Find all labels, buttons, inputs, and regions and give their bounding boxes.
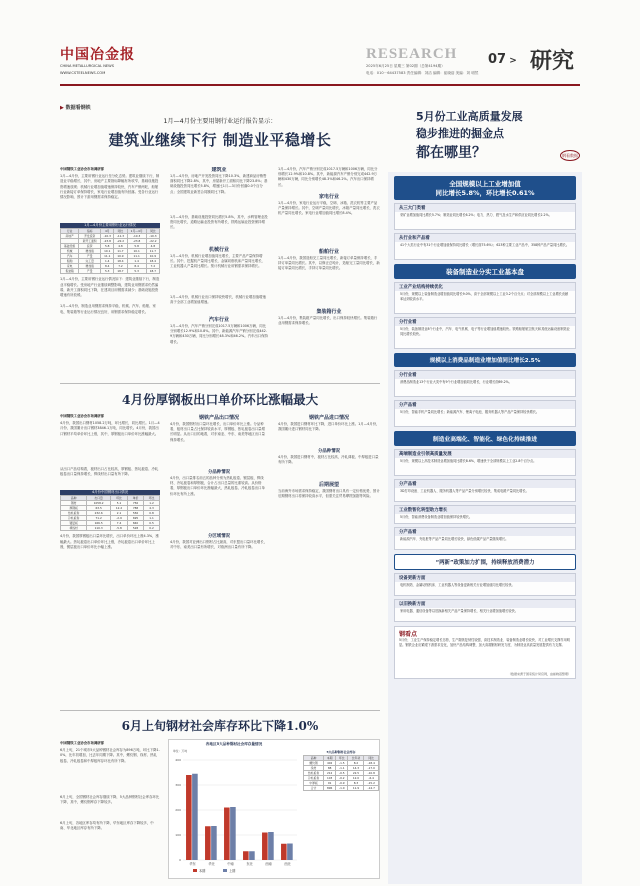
box-6-caption: 分产品看 [395,401,575,409]
table-cell: 212 [324,771,336,776]
table-cell: 8.2 [348,761,364,766]
table-cell: 12.0 [348,776,364,781]
page-number: 07 > [488,52,517,67]
box-6-text: 5月份，智能手机产量同比增长；新能源汽车、锂离子电池、服务机器人等产品产量保持较快增长。 [400,410,540,414]
box-5-text: 消费品制造业13个行业大类中有9个行业增加值同比增长，行业增长面69.2%。 [400,380,512,384]
appliance-text: 1月—4月份，家电行业运行平稳，空调、冰箱、洗衣机等主要产品产量保持增长。其中，空调产量同比增长，冰箱产量同比增长，洗衣机产量同比增长。家电行业增加值同比增长8.4%。 [278,201,380,216]
box-1 [394,203,576,230]
table-cell: 10.1 [127,249,146,254]
export-table [60,495,160,531]
table-cell: 汽车 [61,254,79,259]
table-cell: 110.3 [87,526,111,531]
table-cell: -15.2 [364,781,379,786]
website-link[interactable]: WWW.CSTEELNEWS.COM [60,71,106,75]
machinery-text-1: 1月—4月份，机械行业增加值同比增长，主要产品产量保持增长。其中，挖掘机产量同比增长，金属切削机床产量同比增长，工业机器人产量同比增长。预计机械行业用钢需求保持增长。 [170,254,265,269]
x-tick-label: 东北 [246,862,253,866]
box-11-text: 电机制造、金属切削机床、工业机器人等设备更新相关行业增加值同比增长较快。 [400,583,515,587]
table-row [304,771,379,776]
table-cell: 新开工面积 [79,239,101,244]
box-11-caption: 设备更新方面 [395,574,575,582]
table-cell: 线材 [304,766,324,771]
bottom-text-2: 6月上旬，全国钢材社会库存继续下降，5大品种钢材社会库存环比下降，其中，螺纹钢库存下降较多。 [60,795,160,805]
table-cell: 7.4 [110,521,127,526]
table-cell: 14.3 [348,766,364,771]
industry-table [60,228,160,274]
table3-title: 5大品种钢材社会库存 [326,750,356,754]
intro-text: 1月—4月份，主要用钢行业运行呈分化态势。建筑业继续下行，制造业平稳增长，其中，房地产主要指标降幅有所收窄，基础设施投资增速放缓；机械行业增加值增速保持较快，汽车产销两旺，船舶行业新接订单保持增长，家电行业增加值有所回落。受各行业运行情况影响，预计下游用钢需求保持稳定。 [60,174,160,200]
table-cell: 产量 [79,269,101,274]
mid-subhead-6: 分品种情况 [318,449,340,454]
table-cell: 11.1 [101,254,114,259]
section-tag-text: 数据看钢铁 [65,105,91,111]
table-cell: 5.1 [110,501,127,506]
table-cell: 103 [324,776,336,781]
mid-byline: 中国钢铁工业协会市场调研部 [60,414,105,418]
table-cell: 7.2 [114,264,127,269]
bar [192,774,198,860]
table-cell: 7.2 [146,264,159,269]
right-headline-3: 都在哪里？ [416,145,486,161]
y-tick-label: 400 [175,758,181,762]
table-cell: -23.8 [101,239,114,244]
table-cell: -17.0 [364,766,379,771]
table-cell: -23.8 [127,239,146,244]
table-cell: 热轧板卷 [61,511,87,516]
source-note: （数据来源于国家统计局官网，由崔晓蓓整理） [507,672,571,676]
table-cell: 71.2 [87,516,111,521]
mid-sub1-text: 4月份，我国钢材出口量环比增长，出口单价环比上涨。分品种看，板材出口量占比保持较高水平，厚钢板、热轧板卷出口量增长明显。从出口目的地看，对东南亚、中东、南美等地区出口量保持增长。 [170,422,265,442]
table-cell: 11.1 [127,254,146,259]
shipbuilding-text: 1月—4月份，我国造船完工量同比增长，新接订单量保持增长，手持订单量同比增长。其中，以修正总吨计，造船完工量同比增长，新接订单量同比增长，手持订单量同比增长。 [278,256,380,271]
infographic [388,172,582,884]
mid-subhead-3: 分品种情况 [208,470,230,475]
table-cell: -11.3 [114,234,127,239]
bar [230,807,236,860]
y-tick-label: 300 [175,783,181,787]
divider-1 [60,383,380,384]
table-cell: 5.8 [127,244,146,249]
remark-text: 5月份，工业生产保持稳定增长态势，生产端恢复韧性较强，高技术制造业、装备制造业增长较快，对工业增长支撑作用明显。钢铁企业应紧跟下游需求变化，加快产品结构调整，加大高端钢材研发力度，为制造业高质量发展提供有力支撑。 [399,638,570,647]
table-cell: 756 [128,501,144,506]
table-cell: 0.8 [144,511,160,516]
table-cell: -10.3 [127,234,146,239]
table-cell: 788 [128,506,144,511]
table-cell: 896 [324,786,336,791]
box-10-text: 新能源汽车、充电桩等产品产量同比增长较快，绿色低碳产品产量继续增长。 [400,537,509,541]
mid-subhead-4: 分区域情况 [208,534,230,539]
mid-article [60,386,380,706]
x-tick-label: 西北 [284,862,291,866]
table-cell: 机械 [61,249,79,254]
chart-title: 各地区5大品种钢材社会库存量情况 [205,742,263,746]
table-cell: 4.8 [114,244,127,249]
mid-sub3-text: 4月份，出口量排名前五的品种分别为热轧板卷、镀层板、棒线材、冷轧板卷和厚钢板，合计占出口总量的比重较高。从价格看，厚钢板出口单价环比涨幅最大，热轧板卷、冷轧板卷出口单价环比有所上涨。 [170,476,265,496]
table-cell: 166.5 [87,521,111,526]
table-cell: -10.3 [146,234,159,239]
bottom-col-1 [60,741,160,881]
table-cell: 船舶 [61,259,79,264]
section-tag: ▶ 数据看钢铁 [60,105,91,111]
chart-unit: 单位：万吨 [173,749,187,753]
right-column [388,100,582,884]
masthead-rule [60,84,580,86]
banner-1-line-2: 同比增长5.8%，环比增长0.61% [435,189,535,197]
col3-lead: 1月—4月份，汽车产销分别完成1017.5万辆和1006万辆，同比分别增长12.9%和10.8%。其中，新能源汽车产销分别完成442.9万辆和430万辆，同比分别增长48.3%和46.2%。汽车出口保持增长。 [278,167,378,187]
box-8-text: 3D打印设备、工业机器人、服务机器人等产品产量分别增长较快，集成电路产量同比增长。 [400,489,529,493]
col-2 [170,167,268,377]
table-cell: -2.9 [110,516,127,521]
table-cell: 12.2 [110,506,127,511]
table-header-cell: 品种 [304,756,324,761]
table-cell: -18.4 [364,761,379,766]
mid-subhead-1: 钢铁产品出口情况 [198,415,239,421]
table-header-cell: 本期 [324,756,336,761]
banner-4 [394,431,576,446]
bar [249,851,255,860]
table-cell: 家电 [61,264,79,269]
bar [211,826,217,860]
table-row [304,786,379,791]
banner-3-text: 规模以上消费品制造业增加值同比增长2.5% [429,358,541,364]
table-cell: 5.8 [101,244,114,249]
table-cell: 556 [128,511,144,516]
box-12 [394,599,576,622]
inventory-table-wrap [303,750,379,791]
mid-col-2 [170,414,268,706]
subhead-container: 集装箱行业 [316,309,342,315]
table-cell: 10.9 [114,254,127,259]
table-cell: 11.7 [114,249,127,254]
x-tick-label: 华北 [208,862,215,866]
table-cell: 528 [128,526,144,531]
mid-text-2: 从出口产品结构看，板材出口占比较高，厚钢板、热轧板卷、冷轧板卷出口量保持增长，棒线材出口量有所下降。 [60,467,159,477]
table-header-cell: 环比 [336,756,348,761]
y-tick-label: 200 [175,808,181,812]
auto-text: 1月—4月份，汽车产销分别完成1017.5万辆和1006万辆，同比分别增长12.9%和10.8%。其中，新能源汽车产销分别完成442.9万辆和430万辆，同比分别增长48.3%和46.2%。汽车出口保持增长。 [170,324,268,344]
table-cell: 厚钢板 [61,506,87,511]
legend-swatch [223,869,227,872]
y-tick-label: 0 [179,858,181,862]
table-cell: 88 [324,766,336,771]
table-cell: 695 [128,516,144,521]
box-2 [394,233,576,260]
table-cell: 18.4 [114,259,127,264]
table-cell: 1.1 [144,516,160,521]
table-cell: 91 [324,781,336,786]
phone-line: 电话：010－64437583 责任编辑：刘洁 编辑：崔晓蓓 美编：刘 明然 [366,71,479,75]
col-1 [60,167,160,377]
col1-para-2: 1月—4月份，制造业用钢需求保持平稳，机械、汽车、船舶、家电、集装箱等行业运行情况良好，用钢需求保持稳定增长。 [60,304,156,314]
table-cell: 10.9 [146,254,159,259]
newspaper-logo-en: CHINA METALLURGICAL NEWS [60,64,115,68]
box-3 [394,282,576,314]
table-cell: -0.5 [336,771,348,776]
mid-sub4-text: 4月份，我国对亚洲出口钢材占比最高，对东盟出口量环比增长，对中东、南美出口量有所增长，对欧洲出口量有所下降。 [170,540,268,550]
research-label: RESEARCH [366,46,458,62]
table-cell: -10.3 [101,234,114,239]
bottom-text-1: 6月上旬，21个城市5大品种钢材社会库存为896万吨，环比下降1.0%，比年初增加，比去年同期下降。其中，螺纹钢、线材、热轧板卷、冷轧板卷和中厚板库存环比有所下降。 [60,748,160,763]
construction-text-2: 1月—4月份，基础设施投资同比增长5.8%，其中，水利管理业投资同比增长，道路运输业投资有所增长，铁路运输业投资保持增长。 [170,215,268,230]
table-cell: 0.5 [144,521,160,526]
masthead [0,0,640,95]
table-cell: 开发投资 [79,234,101,239]
box-7-text: 5月份，规模以上高技术制造业增加值同比增长8.6%，增速快于全部规模以上工业2.8个百分点。 [400,459,537,463]
table-row [304,761,379,766]
remark-label: 钢看点 [399,631,418,638]
box-12-caption: 以旧换新方面 [395,600,575,608]
banner-1-line-1: 全国规模以上工业增加值 [449,180,521,188]
table-cell: 8.4 [101,264,114,269]
mid-sub5-text: 当前海外市场需求保持稳定，我国钢材出口具有一定价格优势，预计后期钢材出口将保持较高水平，但需关注贸易摩擦加剧等风险。 [278,489,380,499]
mid-subhead-2: 钢铁产品进口情况 [308,415,349,421]
section-title: 研究 [530,49,575,74]
remark-box [394,626,576,679]
table-header-cell: 单价 [128,496,144,501]
table-cell: 钢材 [61,501,87,506]
table-header-cell: 环比 [144,496,160,501]
table-cell: 10.1 [101,249,114,254]
table-cell: 1.4 [127,259,146,264]
table-header-cell: 4月 [101,229,114,234]
machinery-text-2: 1月—4月份，机械行业出口保持较快增长，机械行业增加值增速高于全部工业增加值增速。 [170,295,266,305]
col-3 [278,167,380,377]
bottom-text-3: 6月上旬，各地区库存均有所下降，华东地区库存下降较多，中南、华北地区库存有所下降。 [60,821,154,831]
table-cell: 镀层板 [61,521,87,526]
banner-5 [394,554,576,570]
table-cell: 8.3 [348,781,364,786]
y-tick-label: 100 [175,833,181,837]
table-cell: 402 [324,761,336,766]
bottom-byline: 中国钢铁工业协会市场调研部 [60,741,105,745]
table-header-cell: 比年初 [348,756,364,761]
box-4-caption: 分行业看 [395,318,575,326]
table-cell: 基础设施 [61,244,79,249]
table-cell: -5.8 [110,526,127,531]
box-10 [394,527,576,550]
table-cell: 18.7 [146,269,159,274]
table-row [304,781,379,786]
table-cell: -22.2 [146,239,159,244]
table-header-cell: 同比 [146,229,159,234]
divider-2 [60,710,380,711]
box-2-text: 41个大类行业中有31个行业增加值保持同比增长（增长面75.6%）；623种主要工业产品中，358种产品产量同比增长。 [400,243,570,247]
table-cell: 热轧板卷 [304,771,324,776]
mid-col-3 [278,414,380,706]
table-cell: 8.4 [127,264,146,269]
table-cell: 18.7 [114,269,127,274]
mid-col-1 [60,414,160,706]
banner-2 [394,264,576,279]
bar [243,851,249,860]
page-number-value: 07 [488,52,507,67]
table-cell: 2.1 [110,511,127,516]
x-tick-label: 中南 [227,862,234,866]
box-12-text: 家用电器、通信设备等以旧换新相关产品产量保持增长，相关行业增加值增长较快。 [400,609,518,613]
table-cell: 集装箱 [61,269,79,274]
banner-4-text: 制造业高端化、智能化、绿色化持续推进 [432,437,538,443]
table-cell: -0.9 [336,781,348,786]
table-cell: 棒线材 [61,526,87,531]
legend-label: 本期 [199,869,206,873]
banner-5-text: “两新”政策加力扩围，持续释放消费潜力 [435,560,535,566]
table-cell: 0.2 [144,526,160,531]
table-cell: -10.8 [364,771,379,776]
table-cell: 增加值 [79,249,101,254]
table-cell: 5.3 [101,269,114,274]
box-1-text: 采矿业增加值同比增长5.7%；制造业同比增长6.2%；电力、热力、燃气及水生产和供应业同比增长2.2%。 [400,213,552,217]
container-text: 1月—4月份，集装箱产量同比增长，出口保持较快增长。集装箱行业用钢需求保持增长。 [278,316,378,326]
table-cell: 4.3 [144,506,160,511]
mid-sub6-text: 4月份，我国进口钢材中，板材占比较高，冷轧薄板、中厚板进口量有所下降。 [278,455,379,465]
table-cell: -1.5 [336,761,348,766]
box-9-caption: 工业数智化转型助力增长 [395,506,575,514]
box-4-text: 5月份，装备制造业8个行业中，汽车、电气机械、电子等行业增加值增速较快。铁路船舶航空航天和其他运输设备制造业同比增长较快。 [400,327,570,336]
banner-1 [394,176,576,200]
table-cell: 232.6 [87,511,111,516]
table-cell: -6.4 [364,776,379,781]
bar [287,844,293,861]
bar [205,826,211,860]
box-9 [394,505,576,524]
table-cell: 11.7 [146,249,159,254]
mid-headline: 4月份厚钢板出口单价环比涨幅最大 [121,392,319,407]
mid-text-1: 4月份，我国出口钢材1058.2万吨，环比增长，同比增长。1月—4月份，我国累计出口钢材3846.1万吨，同比增长。4月份，我国出口钢材平均单价环比上涨，其中，厚钢板出口单价环比涨幅最大。 [60,421,160,436]
table-cell: -1.0 [336,786,348,791]
table-header-cell: 1月—4月 [127,229,146,234]
inventory-table [303,755,379,791]
bottom-headline: 6月上旬钢材社会库存环比下降1.0% [121,719,319,733]
right-headline-1: 5月份工业高质量发展 [416,110,523,123]
table1-title: 1月—4月份主要用钢行业运行情况 [60,223,160,228]
box-10-caption: 分产品看 [395,528,575,536]
table-cell: 22.5 [348,771,364,776]
table-cell: 螺纹钢 [304,761,324,766]
table-cell: 4.8 [146,244,159,249]
table-cell: 63.5 [87,506,111,511]
subhead-appliance: 家电行业 [318,194,339,200]
table-cell: 840 [128,521,144,526]
table-cell: 冷轧板卷 [61,516,87,521]
col1-para-1: 1月—4月份，主要用钢行业运行情况如下：建筑业继续下行，制造业平稳增长。受房地产行业继续调整影响，建筑业用钢需求仍然偏弱，新开工面积同比下降，在建项目用钢需求减少；基础设施投资增速有所放缓。 [60,277,160,298]
newspaper-logo: 中国冶金报 [60,47,135,63]
mid-subhead-5: 后期展望 [318,482,339,488]
table-cell: 1058.2 [87,501,111,506]
date-line: 2025年6月25日 星期三 第02期（总第4194期） [366,64,445,68]
table-cell: 合计 [304,786,324,791]
legend-label: 上期 [229,869,236,873]
table-cell: 中厚板 [304,781,324,786]
box-5 [394,370,576,397]
table-cell: 1.2 [144,501,160,506]
mid-text-3: 4月份，我国厚钢板出口量环比增长，出口单价环比上涨4.3%，涨幅最大。热轧板卷出口单价环比上涨，冷轧板卷出口单价环比上涨，镀层板出口单价环比小幅上涨。 [60,534,159,549]
bottom-figure [168,739,380,879]
mid-sub2-text: 4月份，我国进口钢材环比下降，进口单价环比上涨。1月—4月份，我国累计进口钢材同比下降。 [278,422,380,432]
box-3-text: 5月份，规模以上装备制造业增加值同比增长9.0%，高于全部规模以上工业3.2个百分点；对全部规模以上工业增长贡献率达到较高水平。 [400,292,569,301]
banner-3 [394,353,576,367]
table-cell: 冷轧板卷 [304,776,324,781]
headline: 建筑业继续下行 制造业平稳增长 [108,131,332,149]
box-2-caption: 从行业和产品看 [395,234,575,242]
table-header-cell: 指标 [79,229,101,234]
bar [281,844,287,860]
bar [186,775,192,860]
table-cell: -22.2 [114,239,127,244]
table-header-cell: 同比 [364,756,379,761]
table-cell: -0.2 [336,776,348,781]
subhead-construction: 建筑业 [211,167,227,173]
table-header-cell: 出口量 [87,496,111,501]
left-article [60,100,380,380]
subhead-auto: 汽车行业 [208,317,229,323]
table-header-cell: 环比 [110,496,127,501]
box-8 [394,479,576,502]
bar [262,833,268,861]
legend-swatch [193,869,197,872]
table-cell: 5.3 [127,269,146,274]
inventory-bar-chart [169,754,301,876]
table-header-cell: 行业 [61,229,79,234]
bottom-article [60,713,380,883]
x-tick-label: 西南 [265,862,272,866]
subhead-machinery: 机械行业 [208,247,229,253]
table-row [304,766,379,771]
box-8-caption: 分产品看 [395,480,575,488]
table-row [61,269,160,274]
kicker: 1月—4月份主要用钢行业运行报告显示： [163,118,277,125]
table-cell: 完工量 [79,259,101,264]
banner-2-text: 装备制造业分实工业基本盘 [446,268,524,276]
table-cell: 1.4 [101,259,114,264]
box-9-text: 5月份，智能消费设备制造业增加值保持较快增长。 [400,515,473,519]
x-tick-label: 华东 [189,862,196,866]
box-3-caption: 工业产业结构持续优化 [395,283,575,291]
table-cell: 增加值 [79,264,101,269]
bar [268,832,274,860]
subhead-shipbuilding: 船舶行业 [318,249,339,255]
construction-text-1: 1月—4月份，房地产开发投资同比下降10.3%，新建商品房销售面积同比下降2.8%，其中，房屋新开工面积同比下降23.8%；基础设施投资同比增长5.8%，增速比1月—3月份回落0.0个百分点；全国建筑业新签合同额同比下降。 [170,174,268,194]
table-cell: 11.9 [348,786,364,791]
table-cell: 18.4 [146,259,159,264]
right-headline-2: 稳步推进的掘金点 [416,127,504,140]
table-cell: -1.1 [336,766,348,771]
bar [224,808,230,861]
table-header-cell: 品种 [61,496,87,501]
table-cell: 投资 [79,244,101,249]
table-header-cell: 同比 [114,229,127,234]
byline: 中国钢铁工业协会市场调研部 [60,167,105,171]
box-1-caption: 从三大门类看 [395,204,575,212]
box-7-caption: 高端制造业引领高质量发展 [395,450,575,458]
table-cell: 房地产 [61,234,79,239]
box-11 [394,573,576,596]
table-cell: 产量 [79,254,101,259]
box-4 [394,317,576,349]
table-row [61,526,160,531]
box-5-caption: 分行业看 [395,371,575,379]
box-6 [394,400,576,427]
table-cell: -14.7 [364,786,379,791]
badge: 钢看数据 [560,150,580,161]
table2-title: 4月份中国钢材出口情况 [60,490,160,495]
box-7 [394,449,576,476]
